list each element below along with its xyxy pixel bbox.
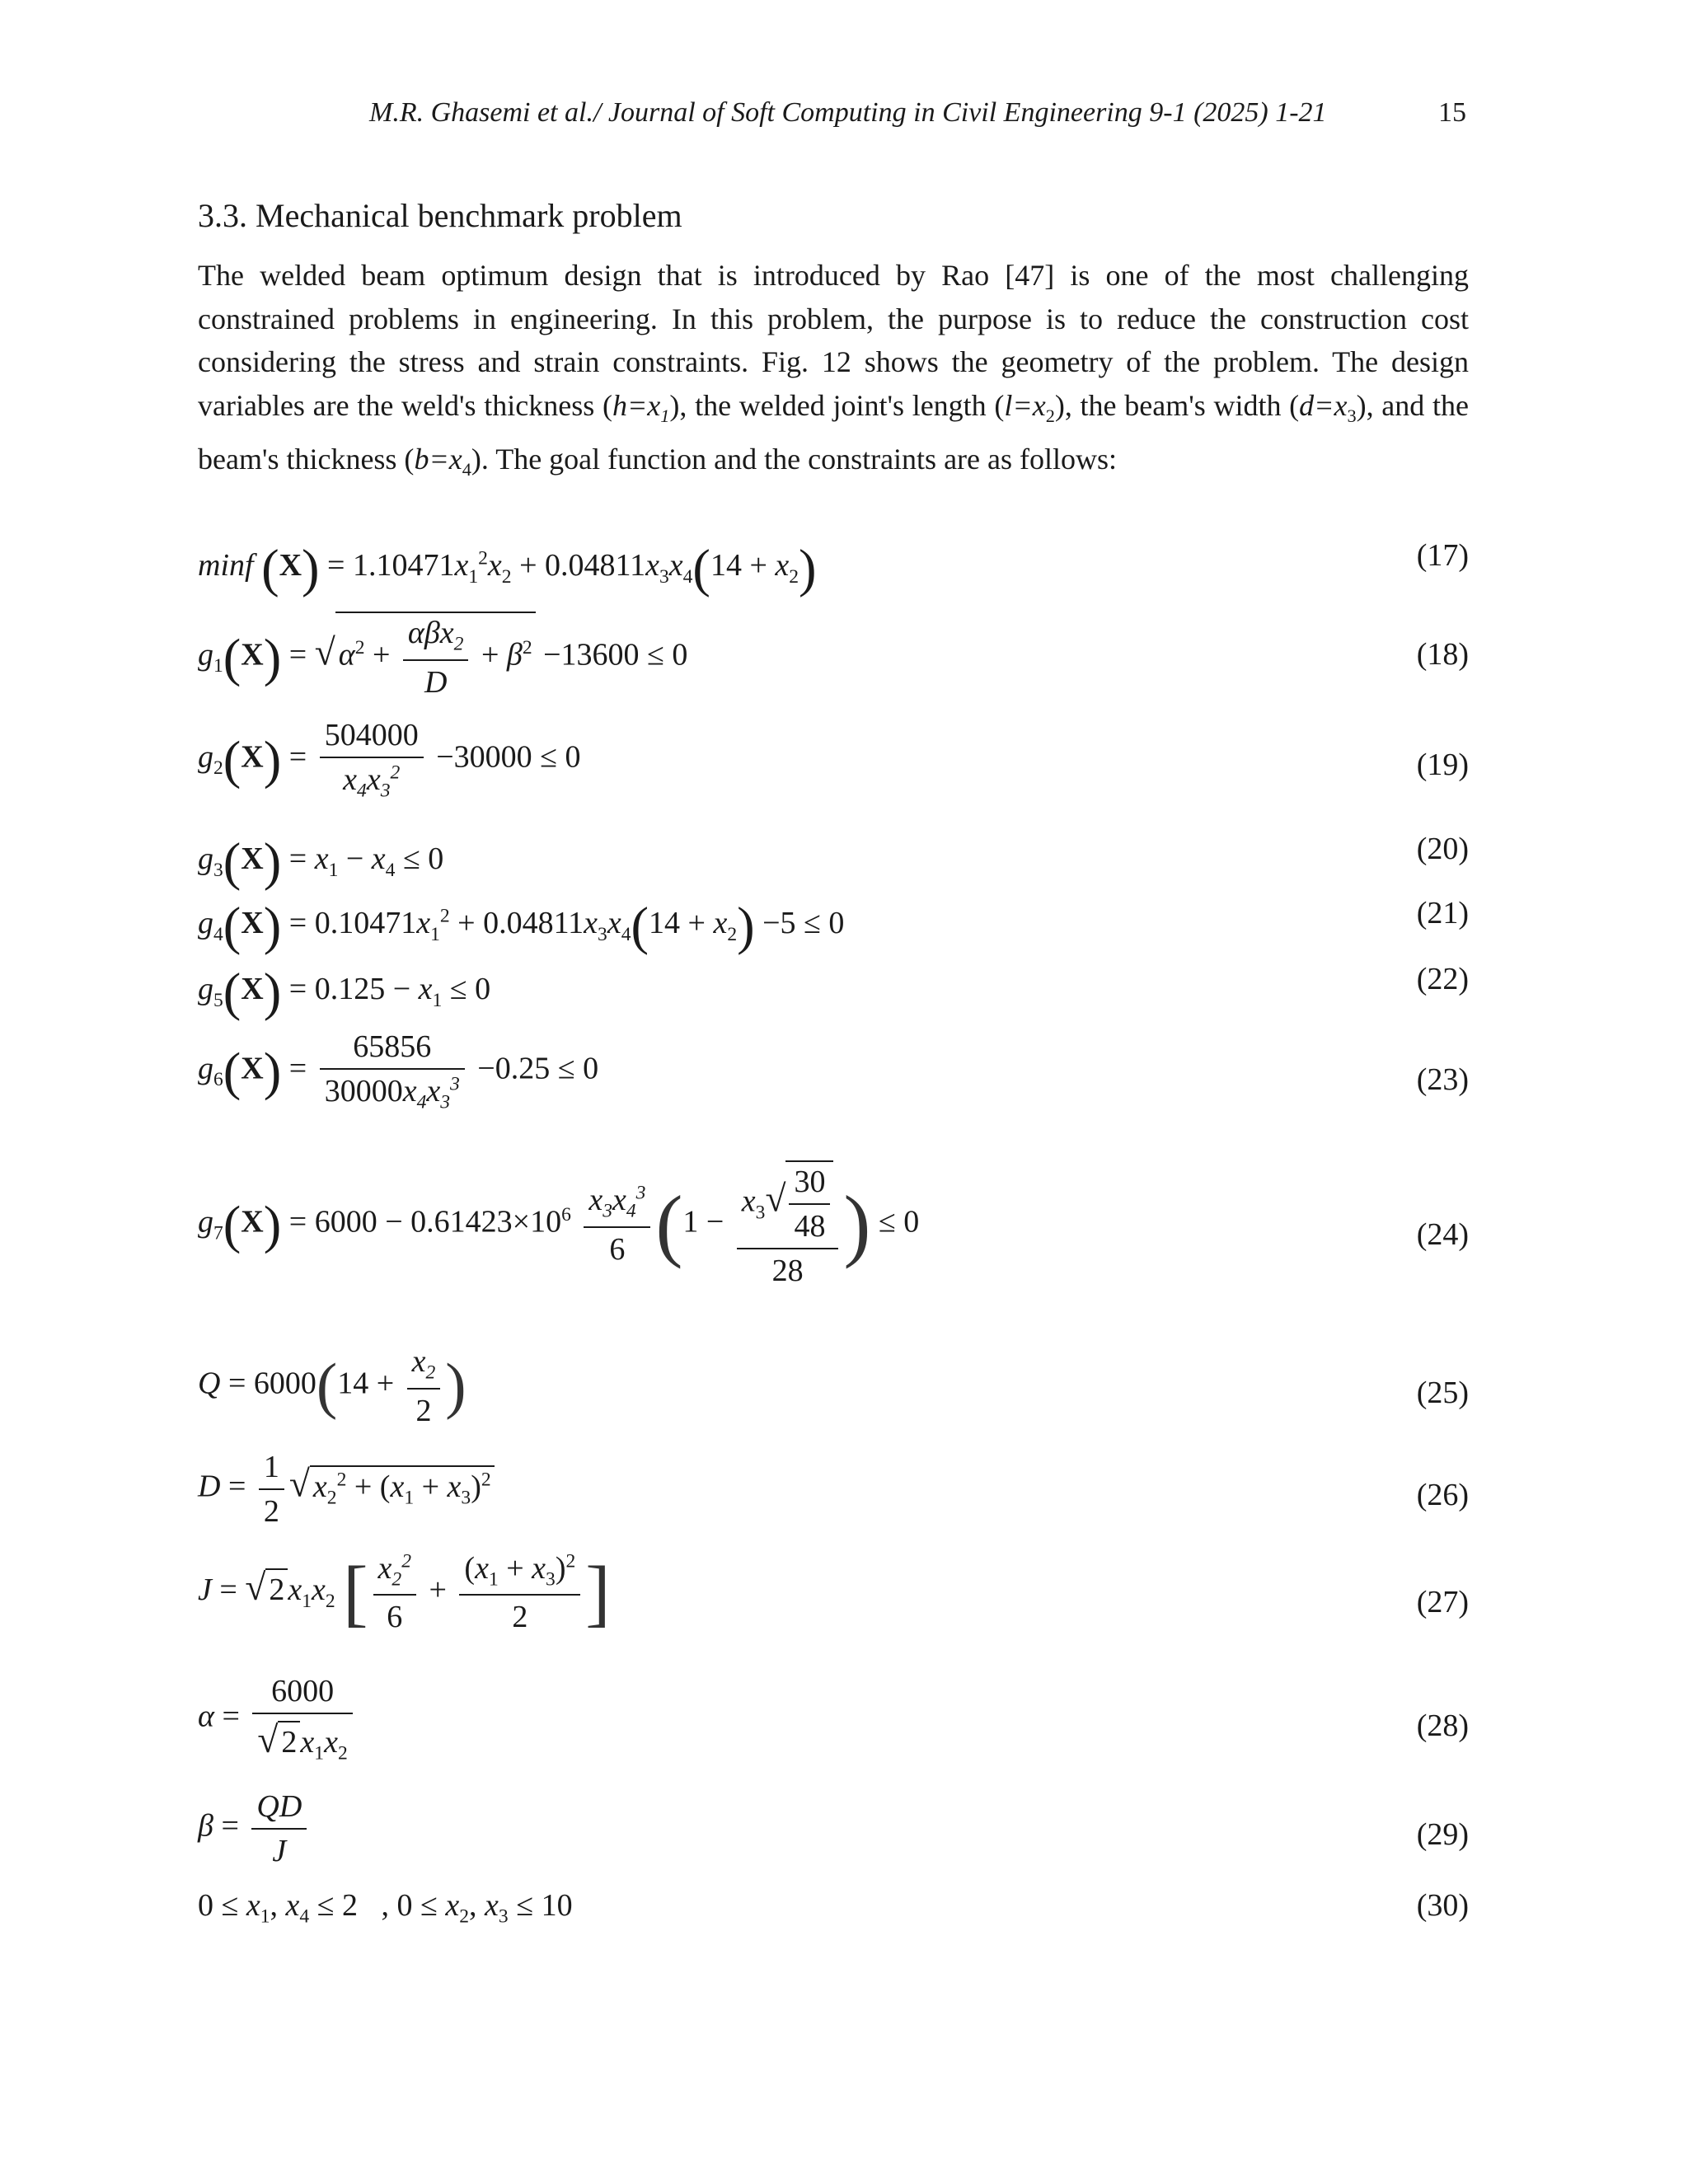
equation-28: α = $\frac{6000}{√ 2 x_1x_2}$ (28) xyxy=(198,1674,1469,1765)
equation-number: (30) xyxy=(1416,1888,1469,1923)
equation-number: (23) xyxy=(1416,1062,1469,1097)
equation-number: (27) xyxy=(1416,1585,1469,1619)
equation-25: Q = 6000(14 + $\frac{x_2}{2}$ ) (25) xyxy=(198,1344,1469,1428)
page-number: 15 xyxy=(1438,97,1466,128)
equation-19: $g_2(X)$ = $\frac{504000}{x_4x_3^2}$ −30000 ≤ 0 (19) xyxy=(198,718,1469,802)
equation-22: $g_5(X) = 0.125 - x_1 \le 0$ (22) xyxy=(198,962,1469,1021)
equation-number: (20) xyxy=(1416,832,1469,866)
equation-number: (29) xyxy=(1416,1817,1469,1852)
equation-20: $g_3(X) = x_1 - x_4 \le 0$ (20) xyxy=(198,832,1469,891)
equation-27: J = √ 2 $x_1x_2$ [ $\frac{x_2^2}{6}$ + $\frac{(x_1 + x_3)^2}{2}$ ] (27) xyxy=(198,1550,1469,1635)
equation-29: β = $\frac{QD}{J}$ (29) xyxy=(198,1789,1469,1868)
intro-paragraph: The welded beam optimum design that is introduced by Rao [47] is one of the most challenging constrained problems in engineering. In this problem, the purpose is to reduce the construction cost considering the stress and strain constraints. Fig. 12 shows the geometry of the problem. The design variables are the weld's thickness $(h=x_1)$, the welded joint's length $(l=x_2)$, the beam's width $(d=x_3)$, and the beam's thickness $(b=x_4)$. The goal function and the constraints are as follows: xyxy=(198,259,1469,480)
equation-number: (22) xyxy=(1416,962,1469,996)
equation-number: (19) xyxy=(1416,748,1469,782)
equation-18: $g_1(X)$ = √ $\alpha^2$ + $\frac{\alpha\beta x_2}{D}$ + $\beta^2 -13600 \le 0$ (18) xyxy=(198,612,1469,702)
equation-number: (26) xyxy=(1416,1478,1469,1512)
equation-number: (18) xyxy=(1416,637,1469,672)
equation-24: $g_7(X) = 6000 - 0.61423\times 10^6$ $\frac{x_3x_4^3}{6}$ (1 − $x_3√$ $\frac{30}{48}$ 28 ) ≤ 0 (24) xyxy=(198,1144,1469,1317)
equation-number: (25) xyxy=(1416,1376,1469,1410)
equation-number: (21) xyxy=(1416,896,1469,930)
section-title: 3.3. Mechanical benchmark problem xyxy=(198,197,682,234)
equation-number: (17) xyxy=(1416,538,1469,573)
equation-number: (28) xyxy=(1416,1708,1469,1743)
journal-citation: M.R. Ghasemi et al./ Journal of Soft Computing in Civil Engineering 9-1 (2025) 1-21 xyxy=(369,97,1327,128)
equation-30: $0 \le x_1$, $x_4 \le 2$ , $0 \le x_2$, $x_3 \le 10$ (30) xyxy=(198,1888,1469,1928)
equation-17: minf $(X) = 1.10471x_1^2x_2 + 0.04811x_3x_4(14 + x_2)$ (17) xyxy=(198,538,1469,598)
equation-number: (24) xyxy=(1416,1217,1469,1252)
equation-23: $g_6(X)$ = $\frac{65856}{30000x_4x_3^3}$ −0.25 ≤ 0 (23) xyxy=(198,1029,1469,1113)
equation-21: $g_4(X) = 0.10471x_1^2 + 0.04811x_3x_4(14 + x_2) -5 \le 0$ (21) xyxy=(198,896,1469,955)
equation-26: D = $\frac{1}{2}$ √ $x_2^2 + (x_1 + x_3)^2$ (26) xyxy=(198,1450,1469,1529)
